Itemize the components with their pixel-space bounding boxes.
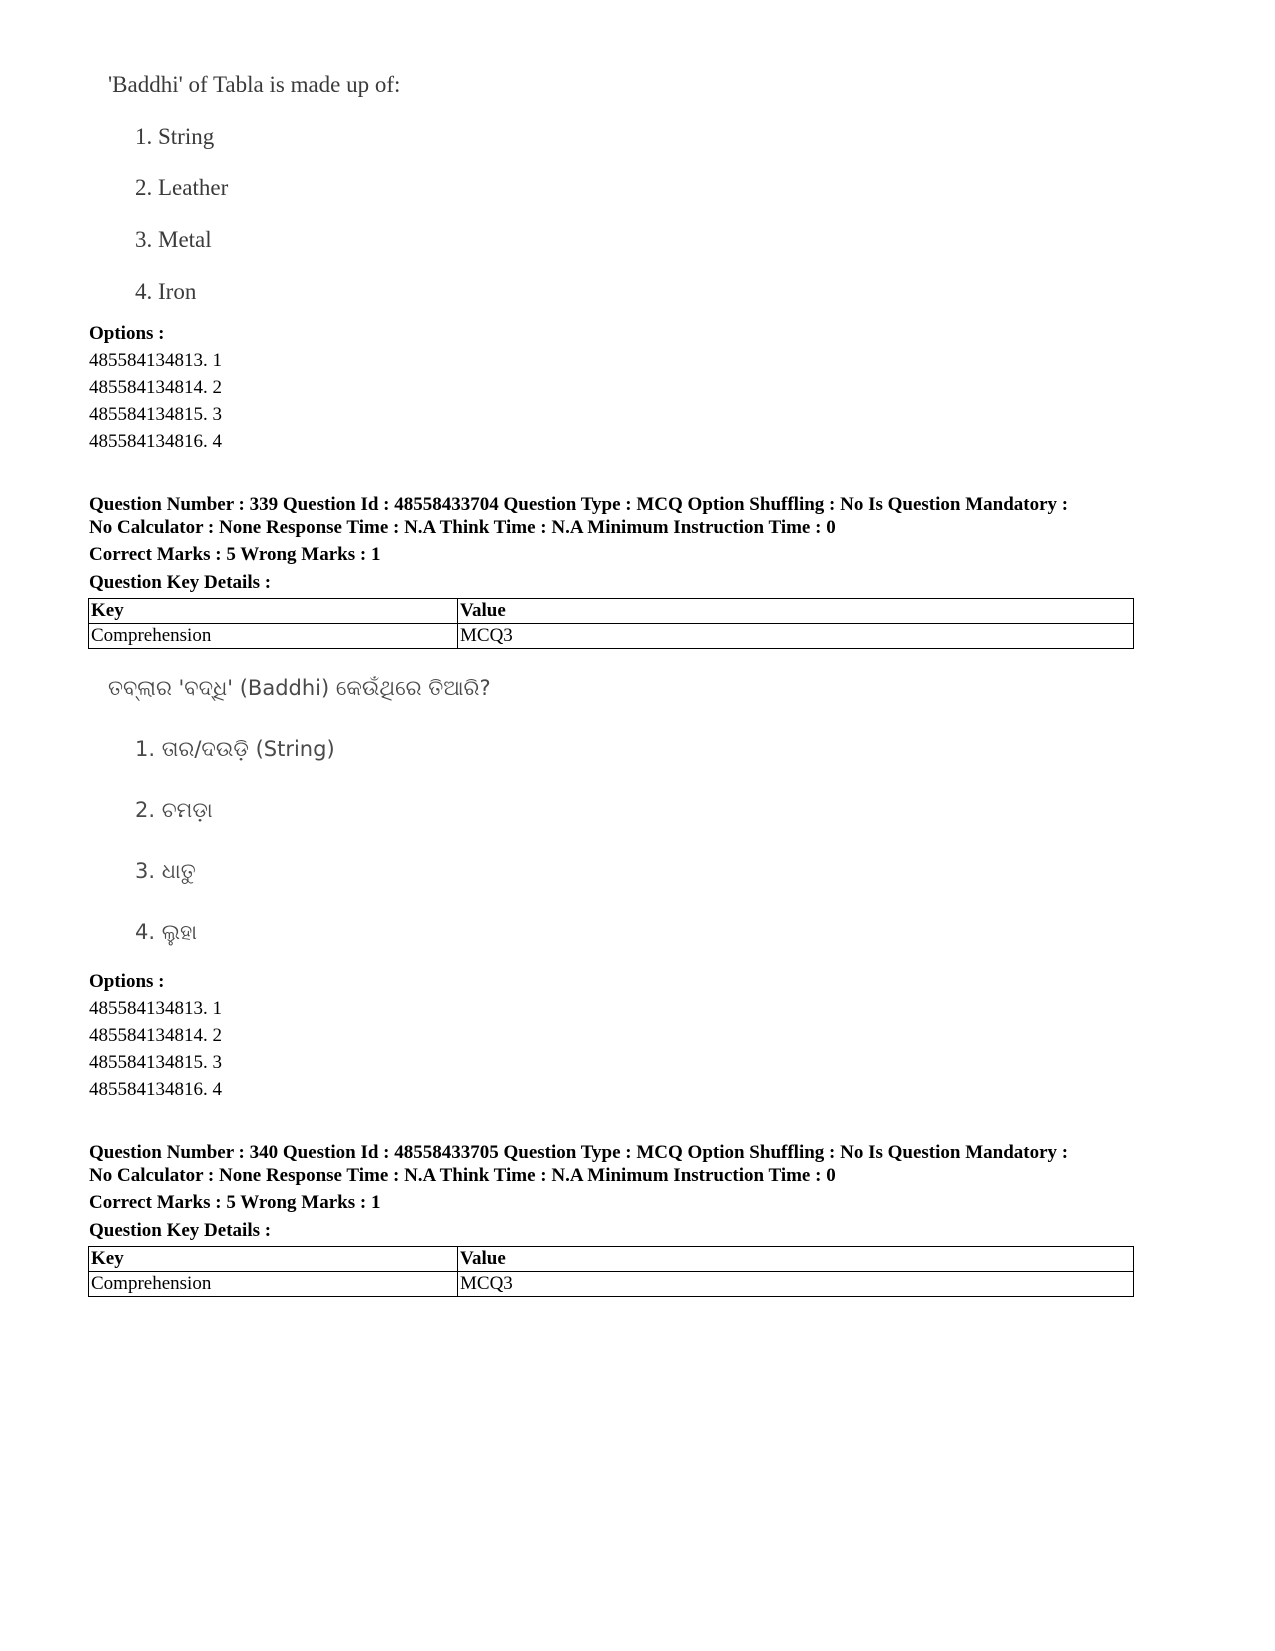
key-details-table	[88, 598, 1134, 649]
option-item: 485584134814. 2	[89, 377, 222, 398]
question-image-choice: 3. ଧାତୁ	[135, 859, 196, 883]
question-meta-line: Question Number : 340 Question Id : 48558433705 Question Type : MCQ Option Shuffling : No Is Question Mandatory :	[89, 1142, 1069, 1163]
option-item: 485584134816. 4	[89, 1079, 222, 1100]
question-image-choice: 4. Iron	[135, 279, 197, 304]
question-image-choice: 1. String	[135, 124, 215, 149]
options-label: Options :	[89, 971, 165, 992]
table-cell-key: Comprehension	[89, 624, 458, 649]
table-header-key: Key	[89, 1247, 458, 1272]
table-cell-key: Comprehension	[89, 1272, 458, 1297]
option-item: 485584134814. 2	[89, 1025, 222, 1046]
question-image-choice: 2. Leather	[135, 175, 229, 200]
table-cell-value: MCQ3	[458, 624, 1134, 649]
key-details-label: Question Key Details :	[89, 572, 272, 593]
option-item: 485584134815. 3	[89, 1052, 222, 1073]
marks-line: Correct Marks : 5 Wrong Marks : 1	[89, 544, 381, 565]
question-meta-line: No Calculator : None Response Time : N.A Think Time : N.A Minimum Instruction Time : 0	[89, 1165, 836, 1186]
marks-line: Correct Marks : 5 Wrong Marks : 1	[89, 1192, 381, 1213]
options-label: Options :	[89, 323, 165, 344]
table-cell-value: MCQ3	[458, 1272, 1134, 1297]
question-image-choice: 2. ଚମଡ଼ା	[135, 798, 213, 822]
option-item: 485584134816. 4	[89, 431, 222, 452]
table-header-value: Value	[458, 1247, 1134, 1272]
table-row	[89, 1272, 1134, 1297]
key-details-label: Question Key Details :	[89, 1220, 272, 1241]
option-item: 485584134813. 1	[89, 998, 222, 1019]
option-item: 485584134813. 1	[89, 350, 222, 371]
question-image-choice: 1. ତାର/ଦଉଡ଼ି (String)	[135, 737, 335, 761]
table-header-key: Key	[89, 599, 458, 624]
table-row	[89, 624, 1134, 649]
table-header-row	[89, 599, 1134, 624]
table-header-value: Value	[458, 599, 1134, 624]
question-image-choice: 4. ଲୁହା	[135, 920, 198, 944]
table-header-row	[89, 1247, 1134, 1272]
option-item: 485584134815. 3	[89, 404, 222, 425]
question-image-choice: 3. Metal	[135, 227, 212, 252]
question-image-stem: ତବ୍‌ଲାର 'ବଦ୍ଧି' (Baddhi) କେଉଁଥିରେ ତିଆରି?	[108, 676, 491, 700]
question-image-stem: 'Baddhi' of Tabla is made up of:	[108, 72, 401, 97]
key-details-table	[88, 1246, 1134, 1297]
question-meta-line: No Calculator : None Response Time : N.A Think Time : N.A Minimum Instruction Time : 0	[89, 517, 836, 538]
question-meta-line: Question Number : 339 Question Id : 48558433704 Question Type : MCQ Option Shuffling : No Is Question Mandatory :	[89, 494, 1069, 515]
